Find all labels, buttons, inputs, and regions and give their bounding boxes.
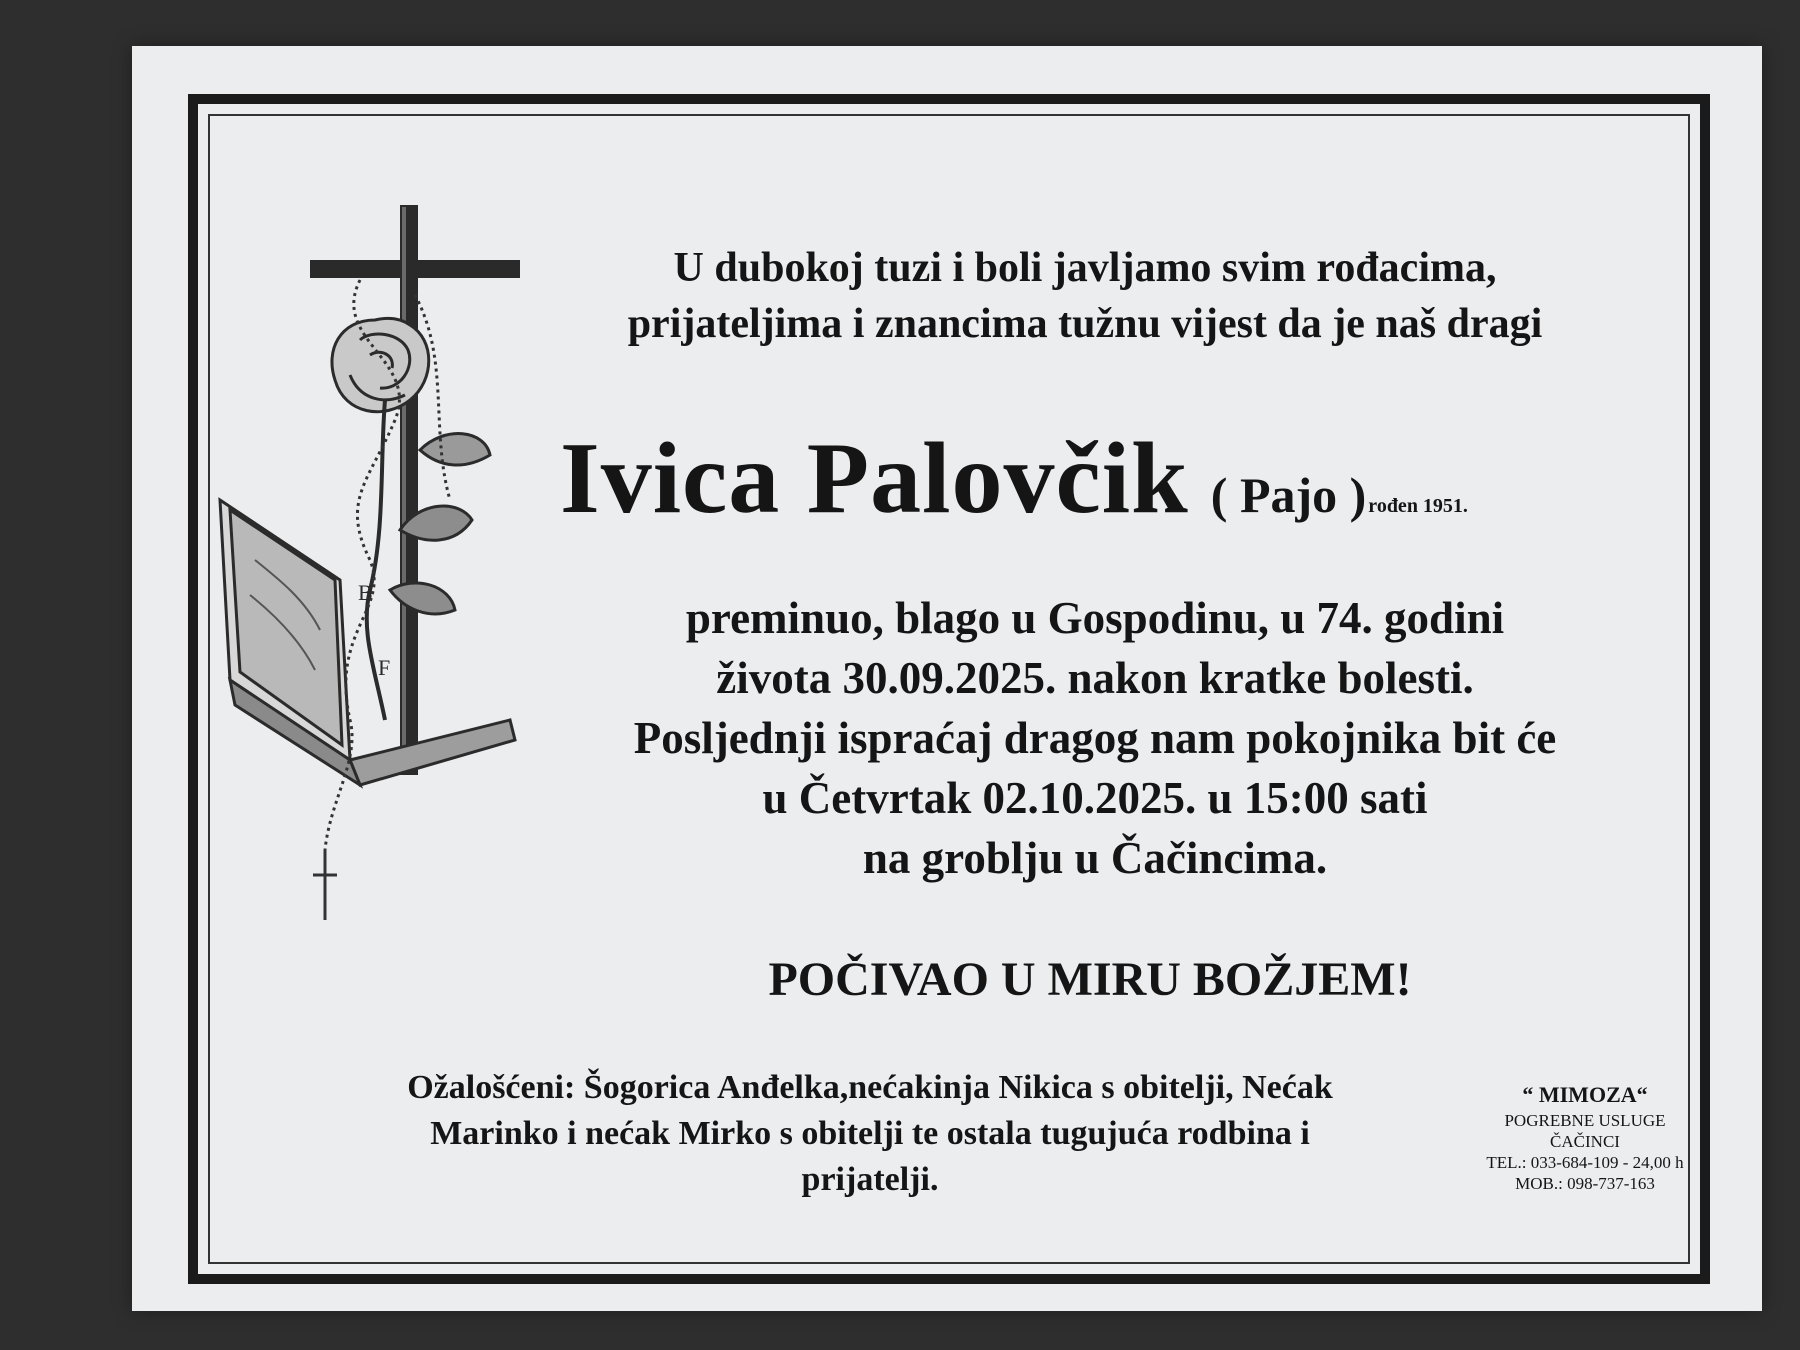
detail-line: života 30.09.2025. nakon kratke bolesti. xyxy=(716,653,1474,703)
mourners-line: Marinko i nećak Mirko s obitelji te ostala tugujuća rodbina i xyxy=(430,1115,1310,1152)
funeral-home-phone: TEL.: 033-684-109 - 24,00 h xyxy=(1486,1153,1684,1172)
deceased-name-row xyxy=(560,420,1750,537)
intro-line: prijateljima i znancima tužnu vijest da je naš dragi xyxy=(627,301,1543,347)
detail-line: u Četvrtak 02.10.2025. u 15:00 sati xyxy=(762,773,1428,823)
detail-line: na groblju u Čačincima. xyxy=(862,833,1328,883)
mourners-line: Ožalošćeni: Šogorica Anđelka,nećakinja Nikica s obitelji, Nećak xyxy=(407,1069,1333,1106)
rest-in-peace-heading: POČIVAO U MIRU BOŽJEM! xyxy=(768,953,1412,1006)
intro-text xyxy=(520,240,1650,352)
book-letter-f: F xyxy=(378,655,391,680)
memorial-emblem xyxy=(210,200,540,980)
birth-year: rođen 1951. xyxy=(1368,495,1468,517)
mourners-list xyxy=(310,1065,1430,1203)
deceased-nickname: ( Pajo ) xyxy=(1210,467,1367,523)
mourners-line: prijatelji. xyxy=(801,1161,939,1198)
funeral-home-mobile: MOB.: 098-737-163 xyxy=(1515,1174,1655,1193)
funeral-home-info xyxy=(1460,1080,1710,1194)
funeral-home-town: ČAČINCI xyxy=(1550,1132,1620,1151)
deceased-name: Ivica Palovčik xyxy=(560,422,1189,535)
detail-line: preminuo, blago u Gospodinu, u 74. godini xyxy=(685,593,1505,643)
book-letter-b: B xyxy=(358,580,373,605)
detail-line: Posljednji ispraćaj dragog nam pokojnika bit će xyxy=(633,713,1557,763)
funeral-home-service: POGREBNE USLUGE xyxy=(1504,1111,1666,1130)
funeral-home-name: “ MIMOZA“ xyxy=(1522,1082,1648,1107)
funeral-details xyxy=(510,588,1680,888)
intro-line: U dubokoj tuzi i boli javljamo svim rođacima, xyxy=(673,245,1497,291)
